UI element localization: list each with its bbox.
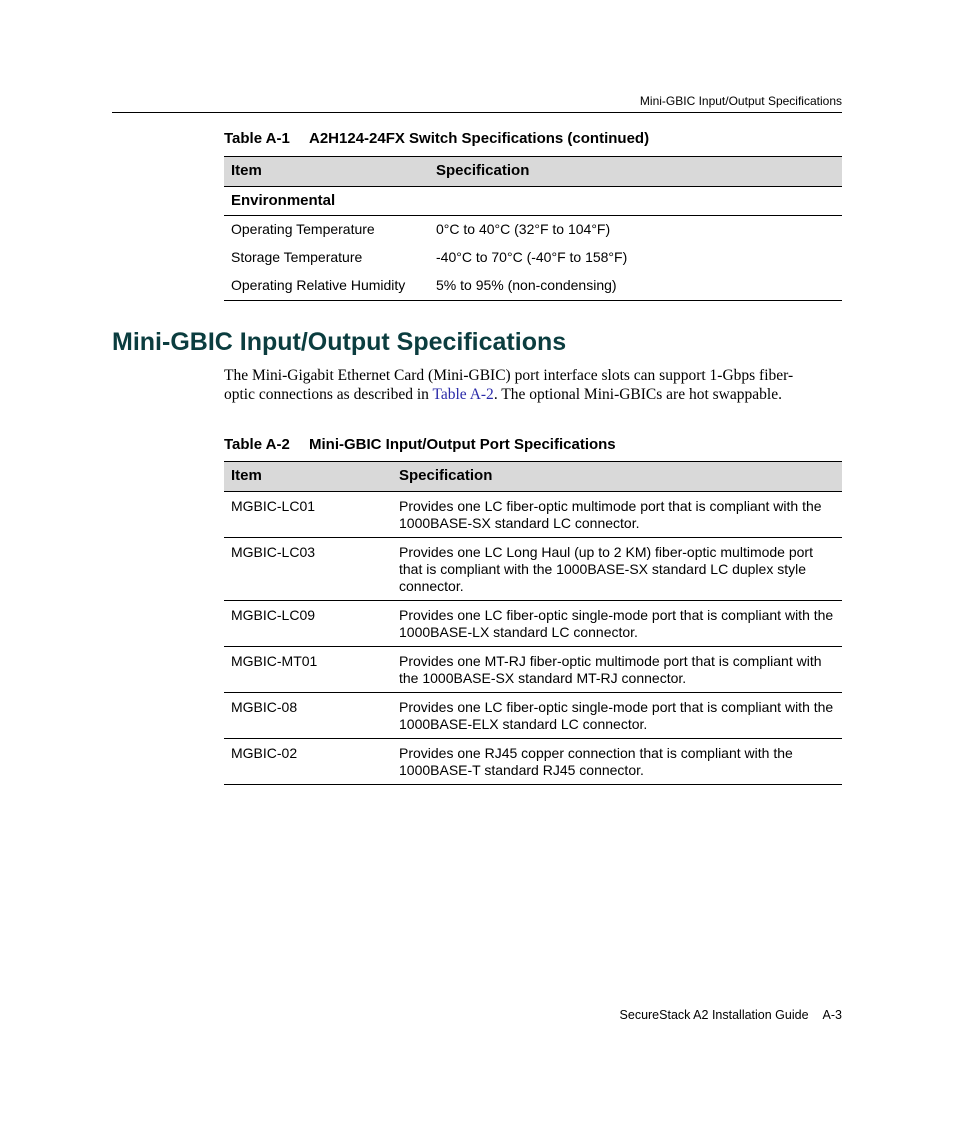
header-rule (112, 112, 842, 113)
table-header-row (224, 157, 842, 187)
table-row (224, 216, 842, 245)
table-row (224, 693, 842, 739)
table-a2 (224, 461, 842, 785)
spec-cell: -40°C to 70°C (-40°F to 158°F) (436, 249, 628, 265)
spec-cell: Provides one LC Long Haul (up to 2 KM) fiber-optic multimode port that is compliant with the 1000BASE-SX standard LC duplex style connector. (392, 538, 842, 601)
table-a1-number: Table A-1 (224, 130, 290, 147)
spec-cell: Provides one LC fiber-optic single-mode port that is compliant with the 1000BASE-ELX standard LC connector. (392, 693, 842, 739)
item-cell: Storage Temperature (231, 249, 363, 265)
table-a2-title: Mini-GBIC Input/Output Port Specifications (309, 436, 616, 453)
item-cell: MGBIC-08 (224, 693, 392, 739)
item-cell: Operating Temperature (231, 221, 375, 237)
table-row (224, 601, 842, 647)
column-header-item: Item (224, 462, 392, 492)
item-cell: MGBIC-LC09 (224, 601, 392, 647)
item-cell: Operating Relative Humidity (224, 272, 429, 301)
spec-cell: 0°C to 40°C (32°F to 104°F) (436, 221, 611, 237)
item-cell: MGBIC-02 (224, 739, 392, 785)
table-a1-title: A2H124-24FX Switch Specifications (continued) (309, 130, 650, 147)
item-cell: MGBIC-MT01 (224, 647, 392, 693)
item-cell: MGBIC-LC03 (224, 538, 392, 601)
table-a2-link[interactable]: Table A-2 (432, 386, 494, 403)
column-header-item: Item (224, 157, 429, 187)
table-a2-number: Table A-2 (224, 436, 290, 453)
spec-cell: Provides one LC fiber-optic single-mode port that is compliant with the 1000BASE-LX standard LC connector. (392, 601, 842, 647)
table-row (224, 244, 842, 272)
group-label-environmental: Environmental (224, 187, 842, 216)
table-a1 (224, 156, 842, 301)
page-number: A-3 (822, 1008, 842, 1022)
table-group-row (224, 187, 842, 216)
column-header-specification: Specification (429, 157, 842, 187)
item-cell: MGBIC-LC01 (224, 492, 392, 538)
table-row (224, 739, 842, 785)
table-a2-caption (224, 436, 616, 453)
page-footer (620, 1008, 842, 1022)
table-row (224, 538, 842, 601)
running-header: Mini-GBIC Input/Output Specifications (639, 94, 842, 108)
spec-cell: Provides one MT-RJ fiber-optic multimode port that is compliant with the 1000BASE-SX standard MT-RJ connector. (392, 647, 842, 693)
table-row (224, 492, 842, 538)
section-paragraph (224, 366, 824, 404)
table-row (224, 647, 842, 693)
footer-guide-title: SecureStack A2 Installation Guide (619, 1008, 809, 1022)
spec-cell: Provides one LC fiber-optic multimode port that is compliant with the 1000BASE-SX standard LC connector. (392, 492, 842, 538)
spec-cell: 5% to 95% (non-condensing) (429, 272, 842, 301)
paragraph-text-start: The Mini-Gigabit Ethernet Card (Mini-GBIC) port interface slots can support 1-Gbps fiber-optic connections as described in (224, 367, 794, 403)
paragraph-text-end: . The optional Mini-GBICs are hot swappable. (493, 386, 782, 403)
table-a1-caption (224, 130, 649, 147)
spec-cell: Provides one RJ45 copper connection that is compliant with the 1000BASE-T standard RJ45 connector. (392, 739, 842, 785)
table-row (224, 272, 842, 301)
section-heading: Mini-GBIC Input/Output Specifications (112, 328, 567, 356)
table-header-row (224, 462, 842, 492)
column-header-specification: Specification (392, 462, 842, 492)
